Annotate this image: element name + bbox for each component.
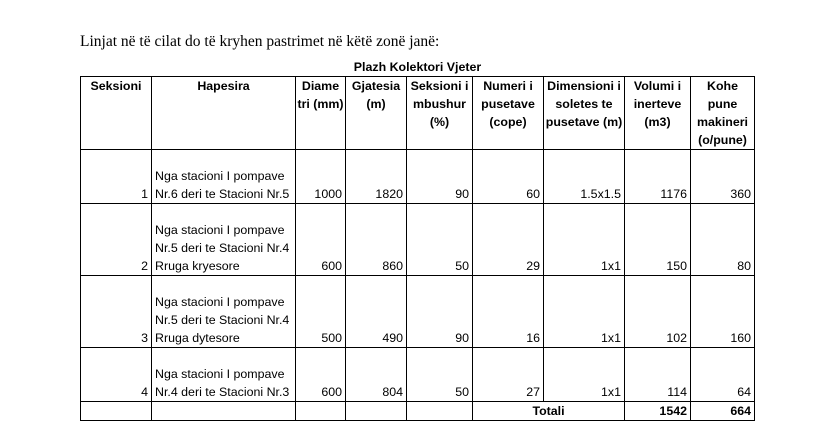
- header-hapesira: Hapesira: [152, 77, 296, 150]
- cleaning-lines-table: [80, 58, 755, 421]
- cell-hapesira: Nga stacioni I pompave Nr.4 deri te Stacioni Nr.3: [152, 348, 296, 402]
- header-seksioni: Seksioni: [81, 77, 152, 150]
- header-numeri-pusetave: Numeri i pusetave (cope): [473, 77, 544, 150]
- cell-gjatesia: 860: [346, 204, 407, 276]
- cell-volumi-inerteve: 114: [625, 348, 691, 402]
- cell-diametri: 600: [296, 204, 346, 276]
- cell-numeri-pusetave: 29: [473, 204, 544, 276]
- cell-hapesira: Nga stacioni I pompave Nr.6 deri te Stacioni Nr.5: [152, 150, 296, 204]
- cell-gjatesia: 1820: [346, 150, 407, 204]
- header-gjatesia: Gjatesia (m): [346, 77, 407, 150]
- cell-dimensioni-soletes: 1.5x1.5: [544, 150, 625, 204]
- cell-diametri: 1000: [296, 150, 346, 204]
- cell-diametri: 600: [296, 348, 346, 402]
- cell-seksioni: 3: [81, 276, 152, 348]
- cell-seksioni: 1: [81, 150, 152, 204]
- intro-text: Linjat në të cilat do të kryhen pastrimet në këtë zonë janë:: [80, 33, 440, 50]
- header-volumi-inerteve: Volumi i inerteve (m3): [625, 77, 691, 150]
- cell-kohe-pune: 64: [691, 348, 755, 402]
- header-row: [81, 77, 755, 150]
- table-row: [81, 150, 755, 204]
- totals-label: Totali: [473, 402, 625, 421]
- cell-numeri-pusetave: 27: [473, 348, 544, 402]
- totals-row: [81, 402, 755, 421]
- table-row: [81, 276, 755, 348]
- total-hours: 664: [691, 402, 755, 421]
- cell-diametri: 500: [296, 276, 346, 348]
- cell-seksioni-mbushur: 90: [407, 150, 473, 204]
- cell-seksioni: 4: [81, 348, 152, 402]
- cell-seksioni-mbushur: 50: [407, 204, 473, 276]
- cell-numeri-pusetave: 16: [473, 276, 544, 348]
- cell-gjatesia: 804: [346, 348, 407, 402]
- table-row: [81, 348, 755, 402]
- header-dimensioni-soletes: Dimensioni i soletes te pusetave (m): [544, 77, 625, 150]
- cell-volumi-inerteve: 1176: [625, 150, 691, 204]
- header-kohe-pune: Kohe pune makineri (o/pune): [691, 77, 755, 150]
- header-seksioni-mbushur: Seksioni i mbushur (%): [407, 77, 473, 150]
- empty-cell: [407, 402, 473, 421]
- cell-seksioni: 2: [81, 204, 152, 276]
- cell-gjatesia: 490: [346, 276, 407, 348]
- empty-cell: [81, 402, 152, 421]
- table-title: Plazh Kolektori Vjeter: [353, 60, 482, 74]
- header-diametri: Diame tri (mm): [296, 77, 346, 150]
- cell-numeri-pusetave: 60: [473, 150, 544, 204]
- total-volume: 1542: [625, 402, 691, 421]
- cell-hapesira: Nga stacioni I pompave Nr.5 deri te Stacioni Nr.4 Rruga kryesore: [152, 204, 296, 276]
- cell-dimensioni-soletes: 1x1: [544, 276, 625, 348]
- cell-kohe-pune: 80: [691, 204, 755, 276]
- empty-cell: [296, 402, 346, 421]
- cell-hapesira: Nga stacioni I pompave Nr.5 deri te Stacioni Nr.4 Rruga dytesore: [152, 276, 296, 348]
- cell-volumi-inerteve: 102: [625, 276, 691, 348]
- empty-cell: [152, 402, 296, 421]
- cell-volumi-inerteve: 150: [625, 204, 691, 276]
- cell-dimensioni-soletes: 1x1: [544, 204, 625, 276]
- empty-cell: [346, 402, 407, 421]
- table-row: [81, 204, 755, 276]
- cell-dimensioni-soletes: 1x1: [544, 348, 625, 402]
- cell-kohe-pune: 160: [691, 276, 755, 348]
- cell-seksioni-mbushur: 50: [407, 348, 473, 402]
- cell-seksioni-mbushur: 90: [407, 276, 473, 348]
- cell-kohe-pune: 360: [691, 150, 755, 204]
